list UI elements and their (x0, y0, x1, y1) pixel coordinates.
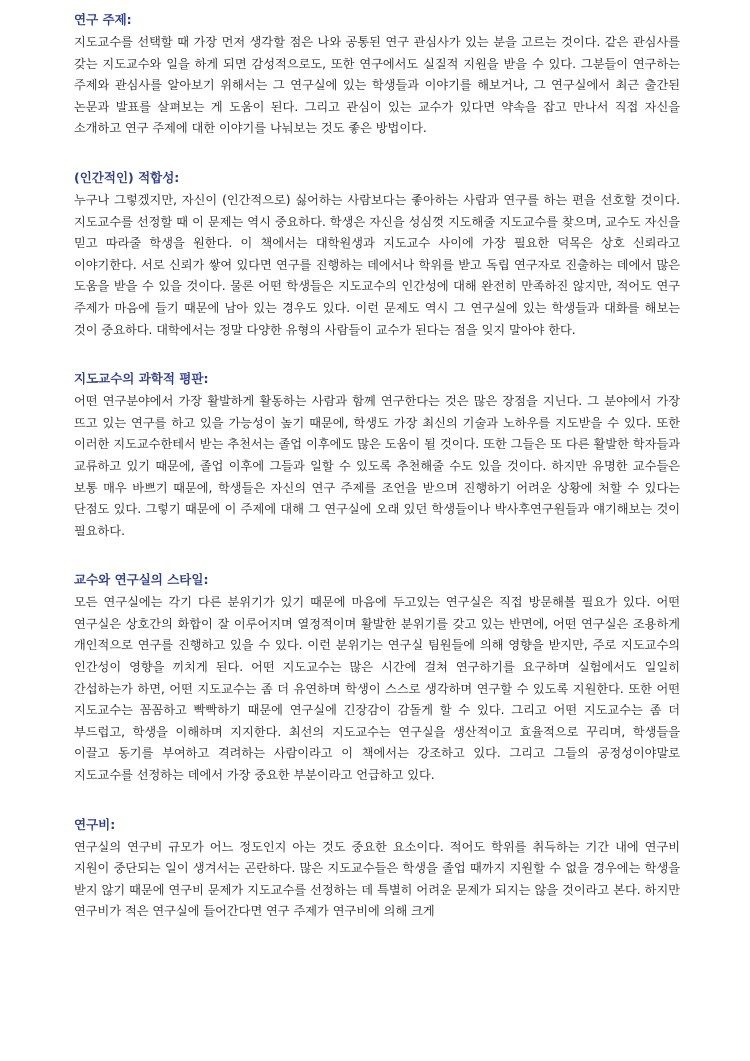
section-paragraph: 모든 연구실에는 각기 다른 분위기가 있기 때문에 마음에 두고있는 연구실은 직접 방문해볼 필요가 있다. 어떤 연구실은 상호간의 화합이 잘 이루어지며 열정적이며 활발한 분위기를 갖고 있는 반면에, 어떤 연구실은 조용하게 개인적으로 연구를 진행하고 있을 수 있다. 이런 분위기는 연구실 팀원들에 의해 영향을 받지만, 주로 지도교수의 인간성이 영향을 끼치게 된다. 어떤 지도교수는 많은 시간에 걸쳐 연구하기를 요구하며 실험에서도 일일히 간섭하는가 하면, 어떤 지도교수는 좀 더 유연하며 학생이 스스로 생각하며 연구할 수 있도록 지원한다. 또한 어떤 지도교수는 꼼꼼하고 빡빡하기 때문에 연구실에 긴장감이 감돌게 할 수 있다. 그리고 어떤 지도교수는 좀 더 부드럽고, 학생을 이해하며 지지한다. 최선의 지도교수는 연구실을 생산적이고 효율적으로 꾸리며, 학생들을 이끌고 동기를 부여하고 격려하는 사람이라고 이 책에서는 강조하고 있다. 그리고 그들의 공정성이야말로 지도교수를 선정하는 데에서 가장 중요한 부분이라고 언급하고 있다. (74, 595, 680, 783)
section-heading: 연구비: (74, 816, 116, 832)
section-paragraph: 누구나 그렇겠지만, 자신이 (인간적으로) 싫어하는 사람보다는 좋아하는 사람과 연구를 하는 편을 선호할 것이다. 지도교수를 선정할 때 이 문제는 역시 중요하다. 학생은 자신을 성심껏 지도해줄 지도교수를 찾으며, 교수도 자신을 믿고 따라줄 학생을 원한다. 이 책에서는 대학원생과 지도교수 사이에 가장 필요한 덕목은 상호 신뢰라고 이야기한다. 서로 신뢰가 쌓여 있다면 연구를 진행하는 데에서나 학위를 받고 독립 연구자로 진출하는 데에서 많은 도움을 받을 수 있을 것이다. 물론 어떤 학생들은 지도교수의 인간성에 대해 완전히 만족하진 않지만, 적어도 연구 주제가 마음에 들기 때문에 남아 있는 경우도 있다. 이런 문제도 역시 그 연구실에 있는 학생들과 대화를 해보는 것이 중요하다. 대학에서는 정말 다양한 유형의 사람들이 교수가 된다는 점을 잊지 말아야 한다. (74, 192, 680, 337)
section-heading: 연구 주제: (74, 12, 132, 27)
section-heading: (인간적인) 적합성: (74, 169, 180, 185)
section-lab-style (74, 570, 680, 786)
section-paragraph: 어떤 연구분야에서 가장 활발하게 활동하는 사람과 함께 연구한다는 것은 많은 장점을 지닌다. 그 분야에서 가장 뜨고 있는 연구를 하고 있을 가능성이 높기 때문에, 학생도 가장 최신의 기술과 노하우를 지도받을 수 있다. 또한 이러한 지도교수한테서 받는 추천서는 졸업 이후에도 많은 도움이 될 것이다. 또한 그들은 또 다른 활발한 학자들과 교류하고 있기 때문에, 졸업 이후에 그들과 일할 수 있도록 추천해줄 수도 있을 것이다. 하지만 유명한 교수들은 보통 매우 바쁘기 때문에, 학생들은 자신의 연구 주제를 조언을 받으며 진행하기 어려운 상황에 처할 수 있다는 단점도 있다. 그렇기 때문에 이 주제에 대해 그 연구실에 오래 있던 학생들이나 박사후연구원들과 얘기해보는 것이 필요하다. (74, 394, 680, 538)
section-paragraph: 지도교수를 선택할 때 가장 먼저 생각할 점은 나와 공통된 연구 관심사가 있는 분을 고르는 것이다. 같은 관심사를 갖는 지도교수와 일을 하게 되면 감성적으로도, 또한 연구에서도 실질적 지원을 받을 수 있다. 그분들이 연구하는 주제와 관심사를 알아보기 위해서는 그 연구실에 있는 학생들과 이야기를 해보거나, 그 연구실에서 최근 출간된 논문과 발표를 살펴보는 게 도움이 된다. 그리고 관심이 있는 교수가 있다면 약속을 잡고 만나서 직접 자신을 소개하고 연구 주제에 대한 이야기를 나눠보는 것도 좋은 방법이다. (74, 35, 680, 136)
document-page (74, 10, 680, 951)
section-personal-fit (74, 168, 680, 341)
section-funding (74, 815, 680, 923)
section-heading: 교수와 연구실의 스타일: (74, 572, 209, 588)
section-scientific-reputation (74, 369, 680, 542)
section-paragraph: 연구실의 연구비 규모가 어느 정도인지 아는 것도 중요한 요소이다. 적어도 학위를 취득하는 기간 내에 연구비 지원이 중단되는 일이 생겨서는 곤란하다. 많은 지도교수들은 학생을 졸업 때까지 지원할 수 없을 경우에는 학생을 받지 않기 때문에 연구비 문제가 지도교수를 선정하는 데 특별히 어려운 문제가 되지는 않을 것이라고 본다. 하지만 연구비가 적은 연구실에 들어간다면 연구 주제가 연구비에 의해 크게 (74, 839, 680, 919)
section-research-topic (74, 10, 680, 140)
section-heading: 지도교수의 과학적 평판: (74, 371, 209, 387)
